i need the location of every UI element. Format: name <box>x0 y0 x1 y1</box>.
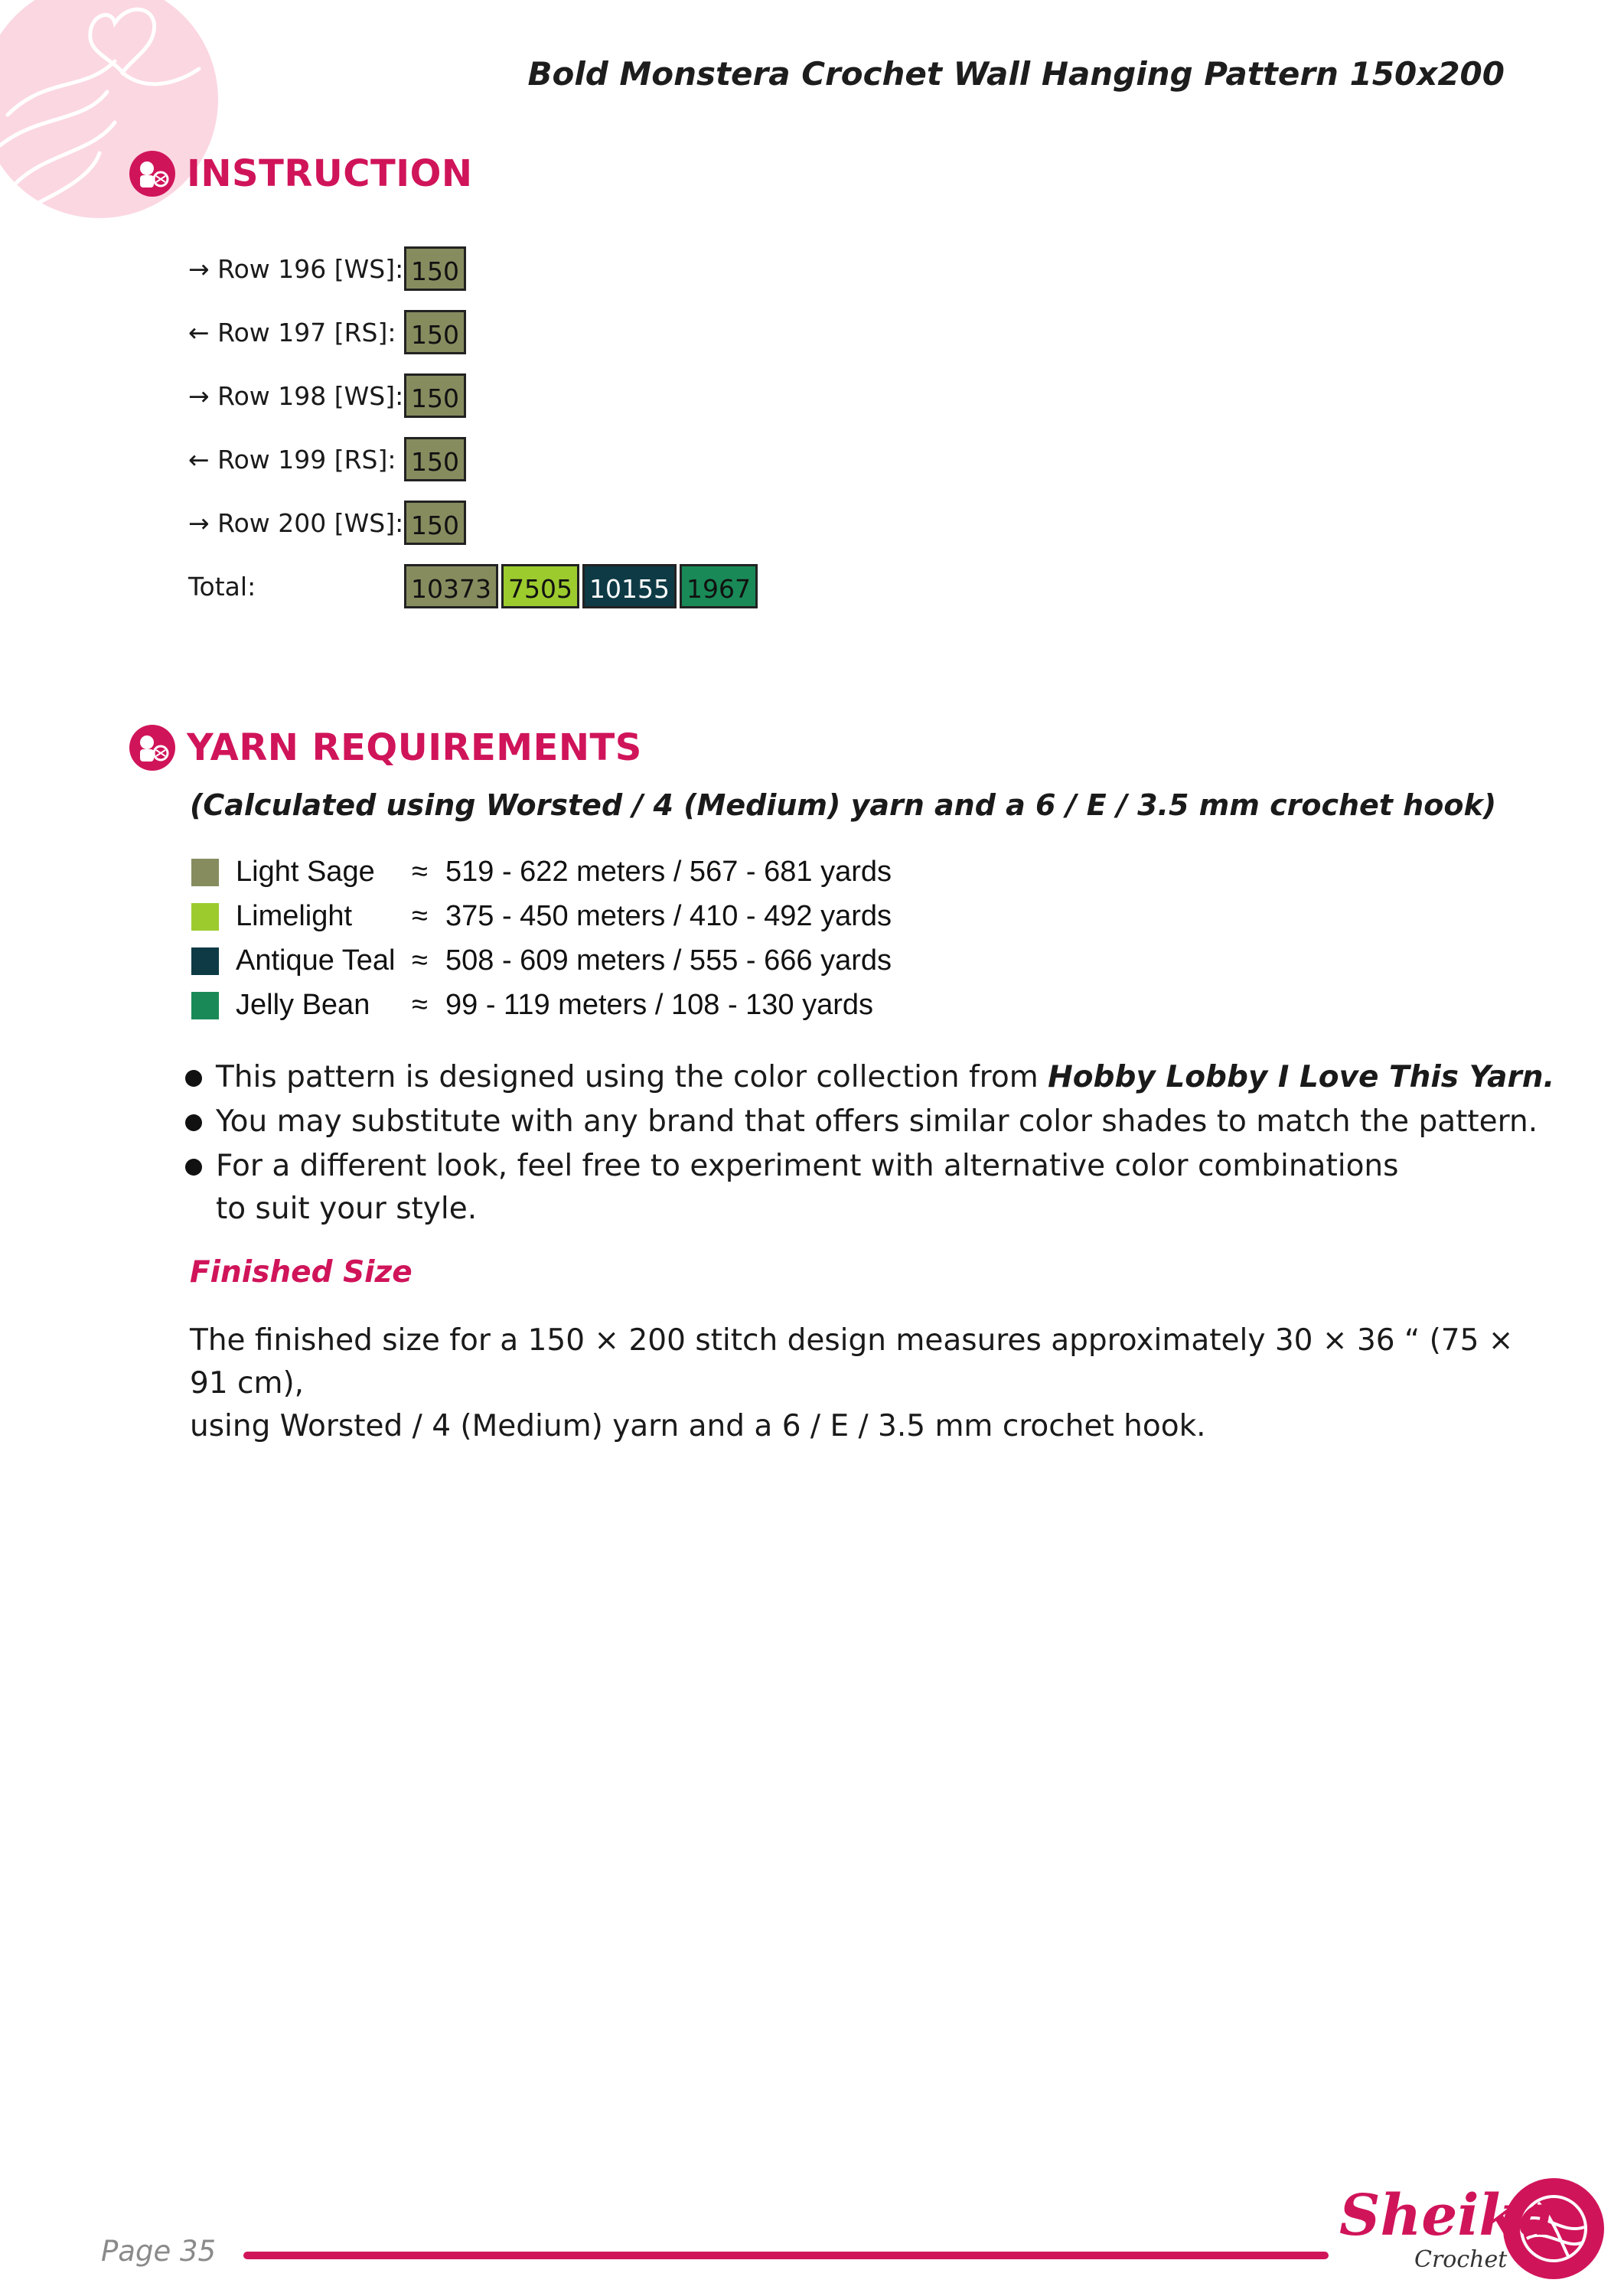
row-label: ← Row 197 [RS]: <box>188 317 396 347</box>
stitch-count-cell: 150 <box>404 310 466 354</box>
color-swatch <box>191 992 219 1019</box>
color-swatch <box>191 903 219 931</box>
row-196 <box>188 246 469 291</box>
stitch-count-cell: 150 <box>404 437 466 481</box>
row-198 <box>188 373 469 418</box>
yarn-name: Light Sage <box>236 856 375 888</box>
row-label: → Row 200 [WS]: <box>188 507 404 538</box>
row-label: ← Row 199 [RS]: <box>188 444 396 475</box>
yarn-item-jelly-bean <box>191 989 873 1022</box>
finished-size-text: The finished size for a 150 × 200 stitch design measures approximately 30 × 36 “ (75 × 91 cm), using Worsted / 4 (Medium) yarn and a 6 / E / 3.5 mm crochet hook. <box>190 1323 1514 1443</box>
yarn-requirements-heading <box>129 724 642 771</box>
yarn-item-antique-teal <box>191 944 892 977</box>
row-197 <box>188 310 469 354</box>
yarn-item-limelight <box>191 900 892 933</box>
yarn-amount: 519 - 622 meters / 567 - 681 yards <box>445 856 892 888</box>
yarn-amount: 375 - 450 meters / 410 - 492 yards <box>445 900 892 932</box>
stitch-count-cell: 150 <box>404 246 466 291</box>
instruction-heading <box>129 150 473 197</box>
finished-size-heading: Finished Size <box>190 1255 413 1290</box>
yarn-item-light-sage <box>191 856 892 889</box>
yarn-requirements-heading-text: YARN REQUIREMENTS <box>187 726 642 769</box>
approx-symbol: ≈ <box>412 900 428 932</box>
bullet-text: This pattern is designed using the color collection from Hobby Lobby I Love This Yarn. <box>216 1060 1555 1094</box>
yarn-ball-logo-icon <box>1332 2174 1607 2288</box>
yarn-doll-badge-icon <box>129 150 176 197</box>
yarn-amount: 508 - 609 meters / 555 - 666 yards <box>445 944 892 977</box>
approx-symbol: ≈ <box>412 944 428 977</box>
bullet-dot <box>185 1114 202 1131</box>
bullet-dot <box>185 1159 202 1176</box>
total-label: Total: <box>188 571 256 602</box>
bullet-text: For a different look, feel free to experiment with alternative color combinations to suit your style. <box>216 1149 1399 1226</box>
bullet-item <box>185 1056 1563 1099</box>
row-200 <box>188 501 469 545</box>
total-cell-light-sage: 10373 <box>404 564 498 608</box>
brand-sub: Crochet <box>1414 2246 1508 2273</box>
bullet-text: You may substitute with any brand that offers similar color shades to match the pattern. <box>216 1104 1538 1139</box>
yarn-amount: 99 - 119 meters / 108 - 130 yards <box>445 989 874 1021</box>
row-label: → Row 198 [WS]: <box>188 380 404 411</box>
bullet-item <box>185 1101 1563 1143</box>
color-swatch <box>191 859 219 886</box>
brand-name: Sheika <box>1339 2183 1555 2249</box>
approx-symbol: ≈ <box>412 989 428 1021</box>
yarn-name: Limelight <box>236 900 353 932</box>
yarn-doll-badge-icon <box>129 724 176 771</box>
color-swatch <box>191 947 219 975</box>
total-cell-antique-teal: 10155 <box>582 564 677 608</box>
page-number: Page 35 <box>101 2235 217 2268</box>
stitch-count-cell: 150 <box>404 373 466 418</box>
footer-divider <box>243 2252 1329 2259</box>
bullet-item <box>185 1145 1563 1231</box>
bullet-dot <box>185 1070 202 1087</box>
total-row <box>188 564 761 608</box>
approx-symbol: ≈ <box>412 856 428 888</box>
total-cell-limelight: 7505 <box>501 564 579 608</box>
yarn-name: Antique Teal <box>236 944 396 977</box>
row-label: → Row 196 [WS]: <box>188 253 404 284</box>
document-title: Bold Monstera Crochet Wall Hanging Pattern 150x200 <box>527 55 1505 93</box>
row-199 <box>188 437 469 481</box>
yarn-name: Jelly Bean <box>236 989 370 1021</box>
yarn-subtitle: (Calculated using Worsted / 4 (Medium) yarn and a 6 / E / 3.5 mm crochet hook) <box>190 788 1497 822</box>
stitch-count-cell: 150 <box>404 501 466 545</box>
total-cell-jelly-bean: 1967 <box>680 564 758 608</box>
instruction-heading-text: INSTRUCTION <box>187 152 473 195</box>
